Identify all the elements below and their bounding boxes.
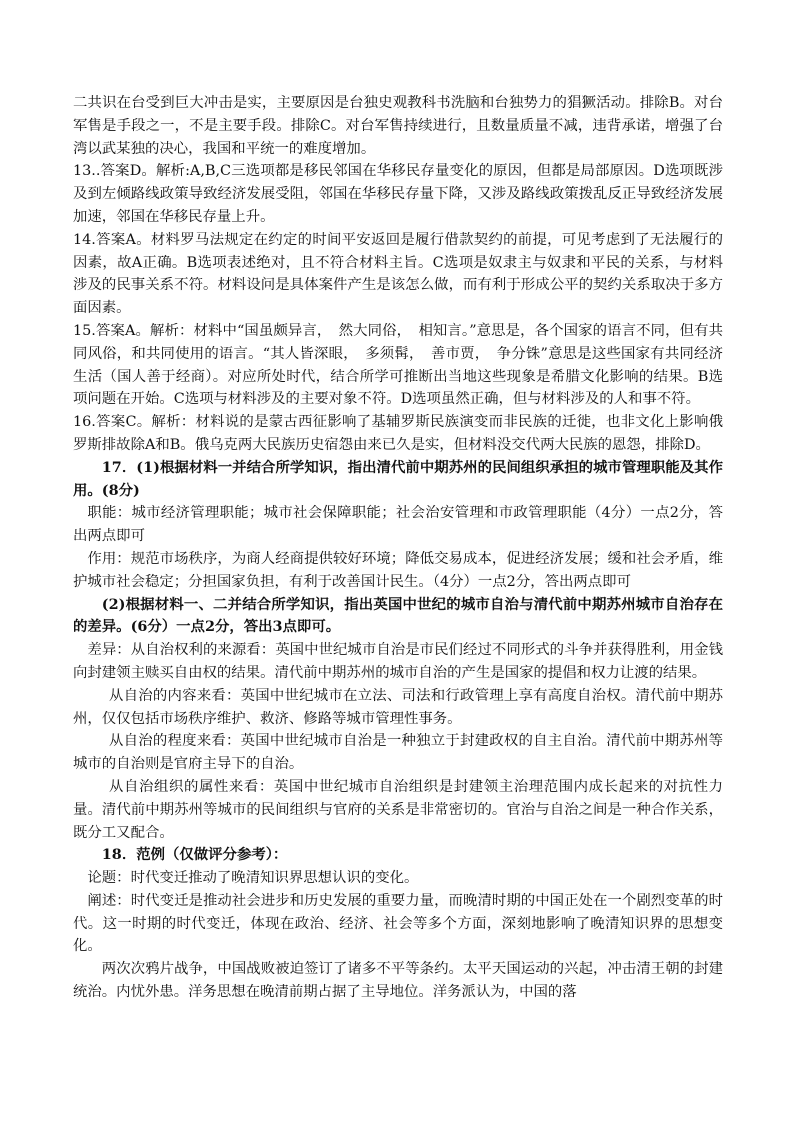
answer-17-2-organization: 从自治组织的属性来看：英国中世纪城市自治组织是封建领主治理范围内成长起来的对抗性力量。清代前中期苏州等城市的民间组织与官府的关系是非常密切的。官治与自治之间是一种合作关系，既分工又配合。 bbox=[73, 778, 723, 841]
question-17-2-heading: (2)根据材料一、二并结合所学知识，指出英国中世纪的城市自治与清代前中期苏州城市自治存在的差异。(6分）一点2分，答出3点即可。 bbox=[73, 595, 723, 636]
paragraph-q16: 16.答案C。解析：材料说的是蒙古西征影响了基辅罗斯民族演变而非民族的迁徙，也非文化上影响俄罗斯排故除A和B。俄乌克两大民族历史宿怨由来已久是实，但材料没交代两大民族的恩怨，排除D。 bbox=[73, 414, 723, 453]
answer-18-elaboration: 阐述：时代变迁是推动社会进步和历史发展的重要力量，而晚清时期的中国正处在一个剧烈变革的时代。这一时期的时代变迁，体现在政治、经济、社会等多个方面，深刻地影响了晚清知识界的思想变化。 bbox=[73, 892, 723, 955]
answer-18-body: 两次次鸦片战争，中国战败被迫签订了诸多不平等条约。太平天国运动的兴起，冲击清王朝的封建统治。内忧外患。洋务思想在晚清前期占据了主导地位。洋务派认为，中国的落 bbox=[73, 961, 723, 1001]
answer-document bbox=[73, 92, 723, 1004]
answer-17-2-degree: 从自治的程度来看：英国中世纪城市自治是一种独立于封建政权的自主自治。清代前中期苏州等城市的自治则是官府主导下的自治。 bbox=[73, 733, 723, 773]
answer-17-2-content: 从自治的内容来看：英国中世纪城市在立法、司法和行政管理上享有高度自治权。清代前中期苏州，仅仅包括市场秩序维护、救济、修路等城市管理性事务。 bbox=[73, 687, 723, 727]
question-17-1-heading: 17．(1)根据材料一并结合所学知识，指出清代前中期苏州的民间组织承担的城市管理职能及其作用。(8分) bbox=[73, 458, 723, 499]
answer-17-2-source: 差异：从自治权利的来源看：英国中世纪城市自治是市民们经过不同形式的斗争并获得胜利，用金钱向封建领主赎买自由权的结果。清代前中期苏州的城市自治的产生是国家的提倡和权力让渡的结果。 bbox=[73, 642, 723, 681]
paragraph-q14: 14.答案A。材料罗马法规定在约定的时间平安返回是履行借款契约的前提，可见考虑到了无法履行的因素，故A正确。B选项表述绝对，且不符合材料主旨。C选项是奴隶主与奴隶和平民的关系，与材料涉及的民事关系不符。材料设问是具体案件产生是该怎么做，而有利于形成公平的契约关系取决于多方面因素。 bbox=[73, 231, 723, 317]
answer-17-1-effects: 作用：规范市场秩序，为商人经商提供较好环境；降低交易成本，促进经济发展；缓和社会矛盾，维护城市社会稳定；分担国家负担，有利于改善国计民生。（4分）一点2分，答出两点即可 bbox=[73, 550, 723, 590]
question-18-heading: 18．范例（仅做评分参考）： bbox=[101, 846, 288, 864]
paragraph-q12-cont: 二共识在台受到巨大冲击是实，主要原因是台独史观教科书洗脑和台独势力的猖獗活动。排除B。对台军售是手段之一，不是主要手段。排除C。对台军售持续进行，且数量质量不减，违背承诺，增强了台湾以武某独的决心，我国和平统一的难度增加。 bbox=[73, 95, 723, 157]
paragraph-q13: 13..答案D。解析:A,B,C三选项都是移民邻国在华移民存量变化的原因，但都是局部原因。D选项既涉及到左倾路线政策导致经济发展受阻，邻国在华移民存量下降，又涉及路线政策拨乱反正导致经济发展加速，邻国在华移民存量上升。 bbox=[73, 163, 723, 225]
answer-17-1-functions: 职能：城市经济管理职能；城市社会保障职能；社会治安管理和市政管理职能（4分）一点2分，答出两点即可 bbox=[73, 505, 723, 545]
answer-18-thesis: 论题：时代变迁推动了晚清知识界思想认识的变化。 bbox=[87, 870, 419, 887]
paragraph-q15: 15.答案A。解析：材料中“国虽颇异言， 然大同俗， 相知言。”意思是，各个国家的语言不同，但有共同风俗，和共同使用的语言。“其人皆深眼， 多须髯， 善市贾， 争分铢”意思是这些国家有共同经济生活（国人善于经商）。对应所处时代，结合所学可推断出当地这些现象是希腊文化影响的结果。B选项问题在开始。C选项与材料涉及的主要对象不符。D选项虽然正确，但与材料涉及的人和事不符。 bbox=[73, 322, 723, 408]
